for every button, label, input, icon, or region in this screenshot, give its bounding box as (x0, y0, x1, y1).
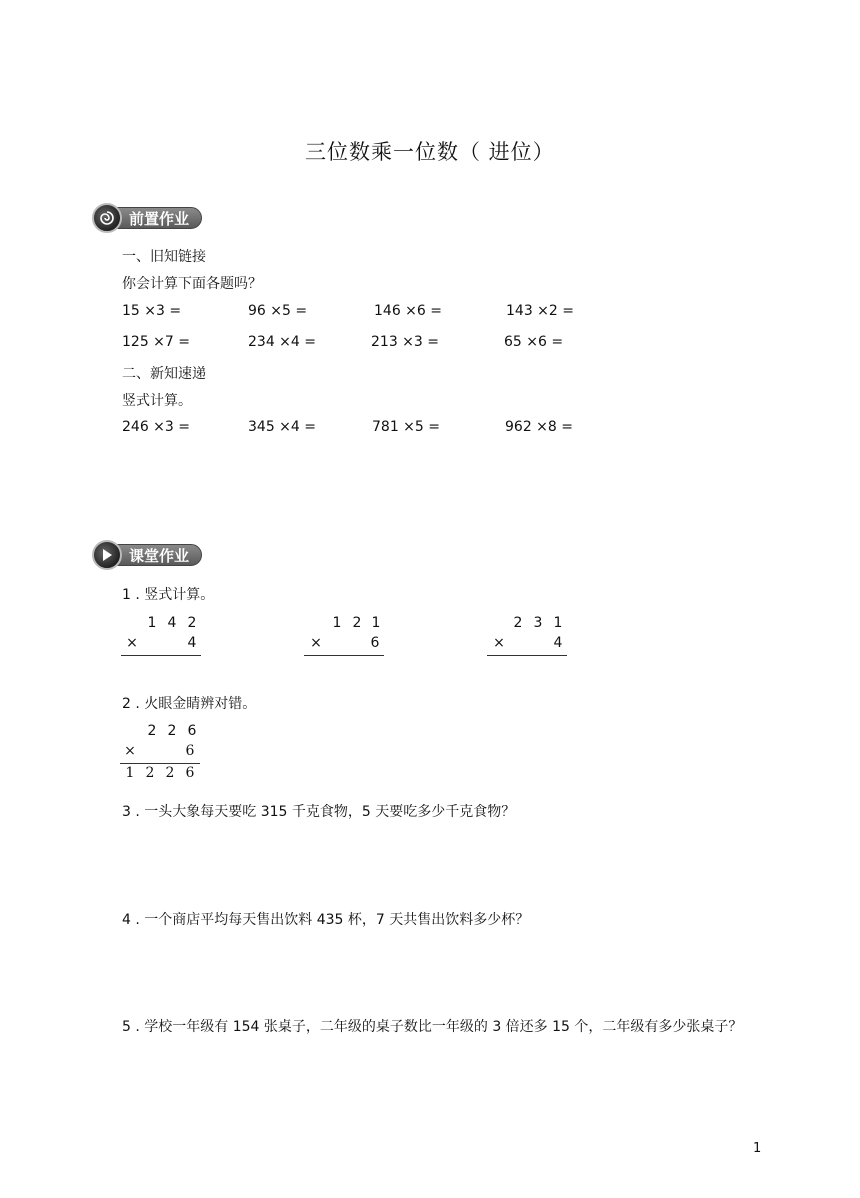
multiply-sign: × (124, 743, 136, 759)
multiply-sign: × (126, 635, 138, 651)
digit: 6 (185, 743, 195, 759)
digit: 2 (513, 615, 523, 631)
page-number: 1 (753, 1141, 762, 1156)
exercise-item: 125 ×7 = (122, 334, 190, 350)
class-homework-badge (92, 540, 202, 570)
calc-line (121, 655, 201, 656)
review-prompt: 你会计算下面各题吗？ (122, 276, 262, 292)
question-4: 4 . 一个商店平均每天售出饮料 435 杯，7 天共售出饮料多少杯？ (122, 912, 530, 928)
exercise-item: 781 ×5 = (372, 419, 440, 435)
pre-homework-label: 前置作业 (112, 207, 202, 229)
page-title: 三位数乘一位数（ 进位） (305, 140, 555, 164)
exercise-item: 962 ×8 = (505, 419, 573, 435)
digit: 1 (332, 615, 342, 631)
digit: 1 (125, 765, 135, 781)
digit: 2 (147, 723, 157, 739)
question-2: 2 . 火眼金睛辨对错。 (122, 696, 257, 712)
vertical-calc-prompt: 竖式计算。 (122, 393, 192, 409)
exercise-item: 15 ×3 = (122, 303, 182, 319)
vertical-calculation (304, 615, 384, 655)
question-1: 1 . 竖式计算。 (122, 587, 215, 603)
vertical-calculation (487, 615, 567, 655)
digit: 2 (165, 765, 175, 781)
swirl-icon (92, 203, 122, 233)
digit: 1 (371, 615, 381, 631)
digit: 2 (145, 765, 155, 781)
calc-line (487, 655, 567, 656)
vertical-calculation (121, 615, 201, 655)
check-calculation (120, 723, 200, 785)
digit: 1 (147, 615, 157, 631)
multiply-sign: × (493, 635, 505, 651)
calc-line (120, 763, 200, 764)
digit: 4 (167, 615, 177, 631)
exercise-item: 345 ×4 = (248, 419, 316, 435)
class-homework-label: 课堂作业 (112, 544, 202, 566)
exercise-item: 65 ×6 = (504, 334, 564, 350)
calc-line (304, 655, 384, 656)
play-icon (92, 540, 122, 570)
digit: 2 (187, 615, 197, 631)
exercise-item: 234 ×4 = (248, 334, 316, 350)
exercise-item: 143 ×2 = (506, 303, 574, 319)
question-3: 3 . 一头大象每天要吃 315 千克食物，5 天要吃多少千克食物？ (122, 804, 516, 820)
digit: 6 (187, 723, 197, 739)
question-5: 5 . 学校一年级有 154 张桌子，二年级的桌子数比一年级的 3 倍还多 15 个，二年级有多少张桌子？ (122, 1019, 743, 1035)
digit: 6 (185, 765, 195, 781)
digit: 6 (370, 635, 380, 651)
digit: 1 (553, 615, 563, 631)
exercise-item: 96 ×5 = (248, 303, 308, 319)
pre-homework-badge (92, 203, 202, 233)
digit: 2 (352, 615, 362, 631)
digit: 2 (167, 723, 177, 739)
section-heading-new: 二、新知速递 (122, 366, 206, 382)
exercise-item: 246 ×3 = (122, 419, 190, 435)
digit: 4 (187, 635, 197, 651)
exercise-item: 213 ×3 = (371, 334, 439, 350)
section-heading-review: 一、旧知链接 (122, 249, 206, 265)
exercise-item: 146 ×6 = (374, 303, 442, 319)
digit: 3 (533, 615, 543, 631)
multiply-sign: × (310, 635, 322, 651)
digit: 4 (553, 635, 563, 651)
